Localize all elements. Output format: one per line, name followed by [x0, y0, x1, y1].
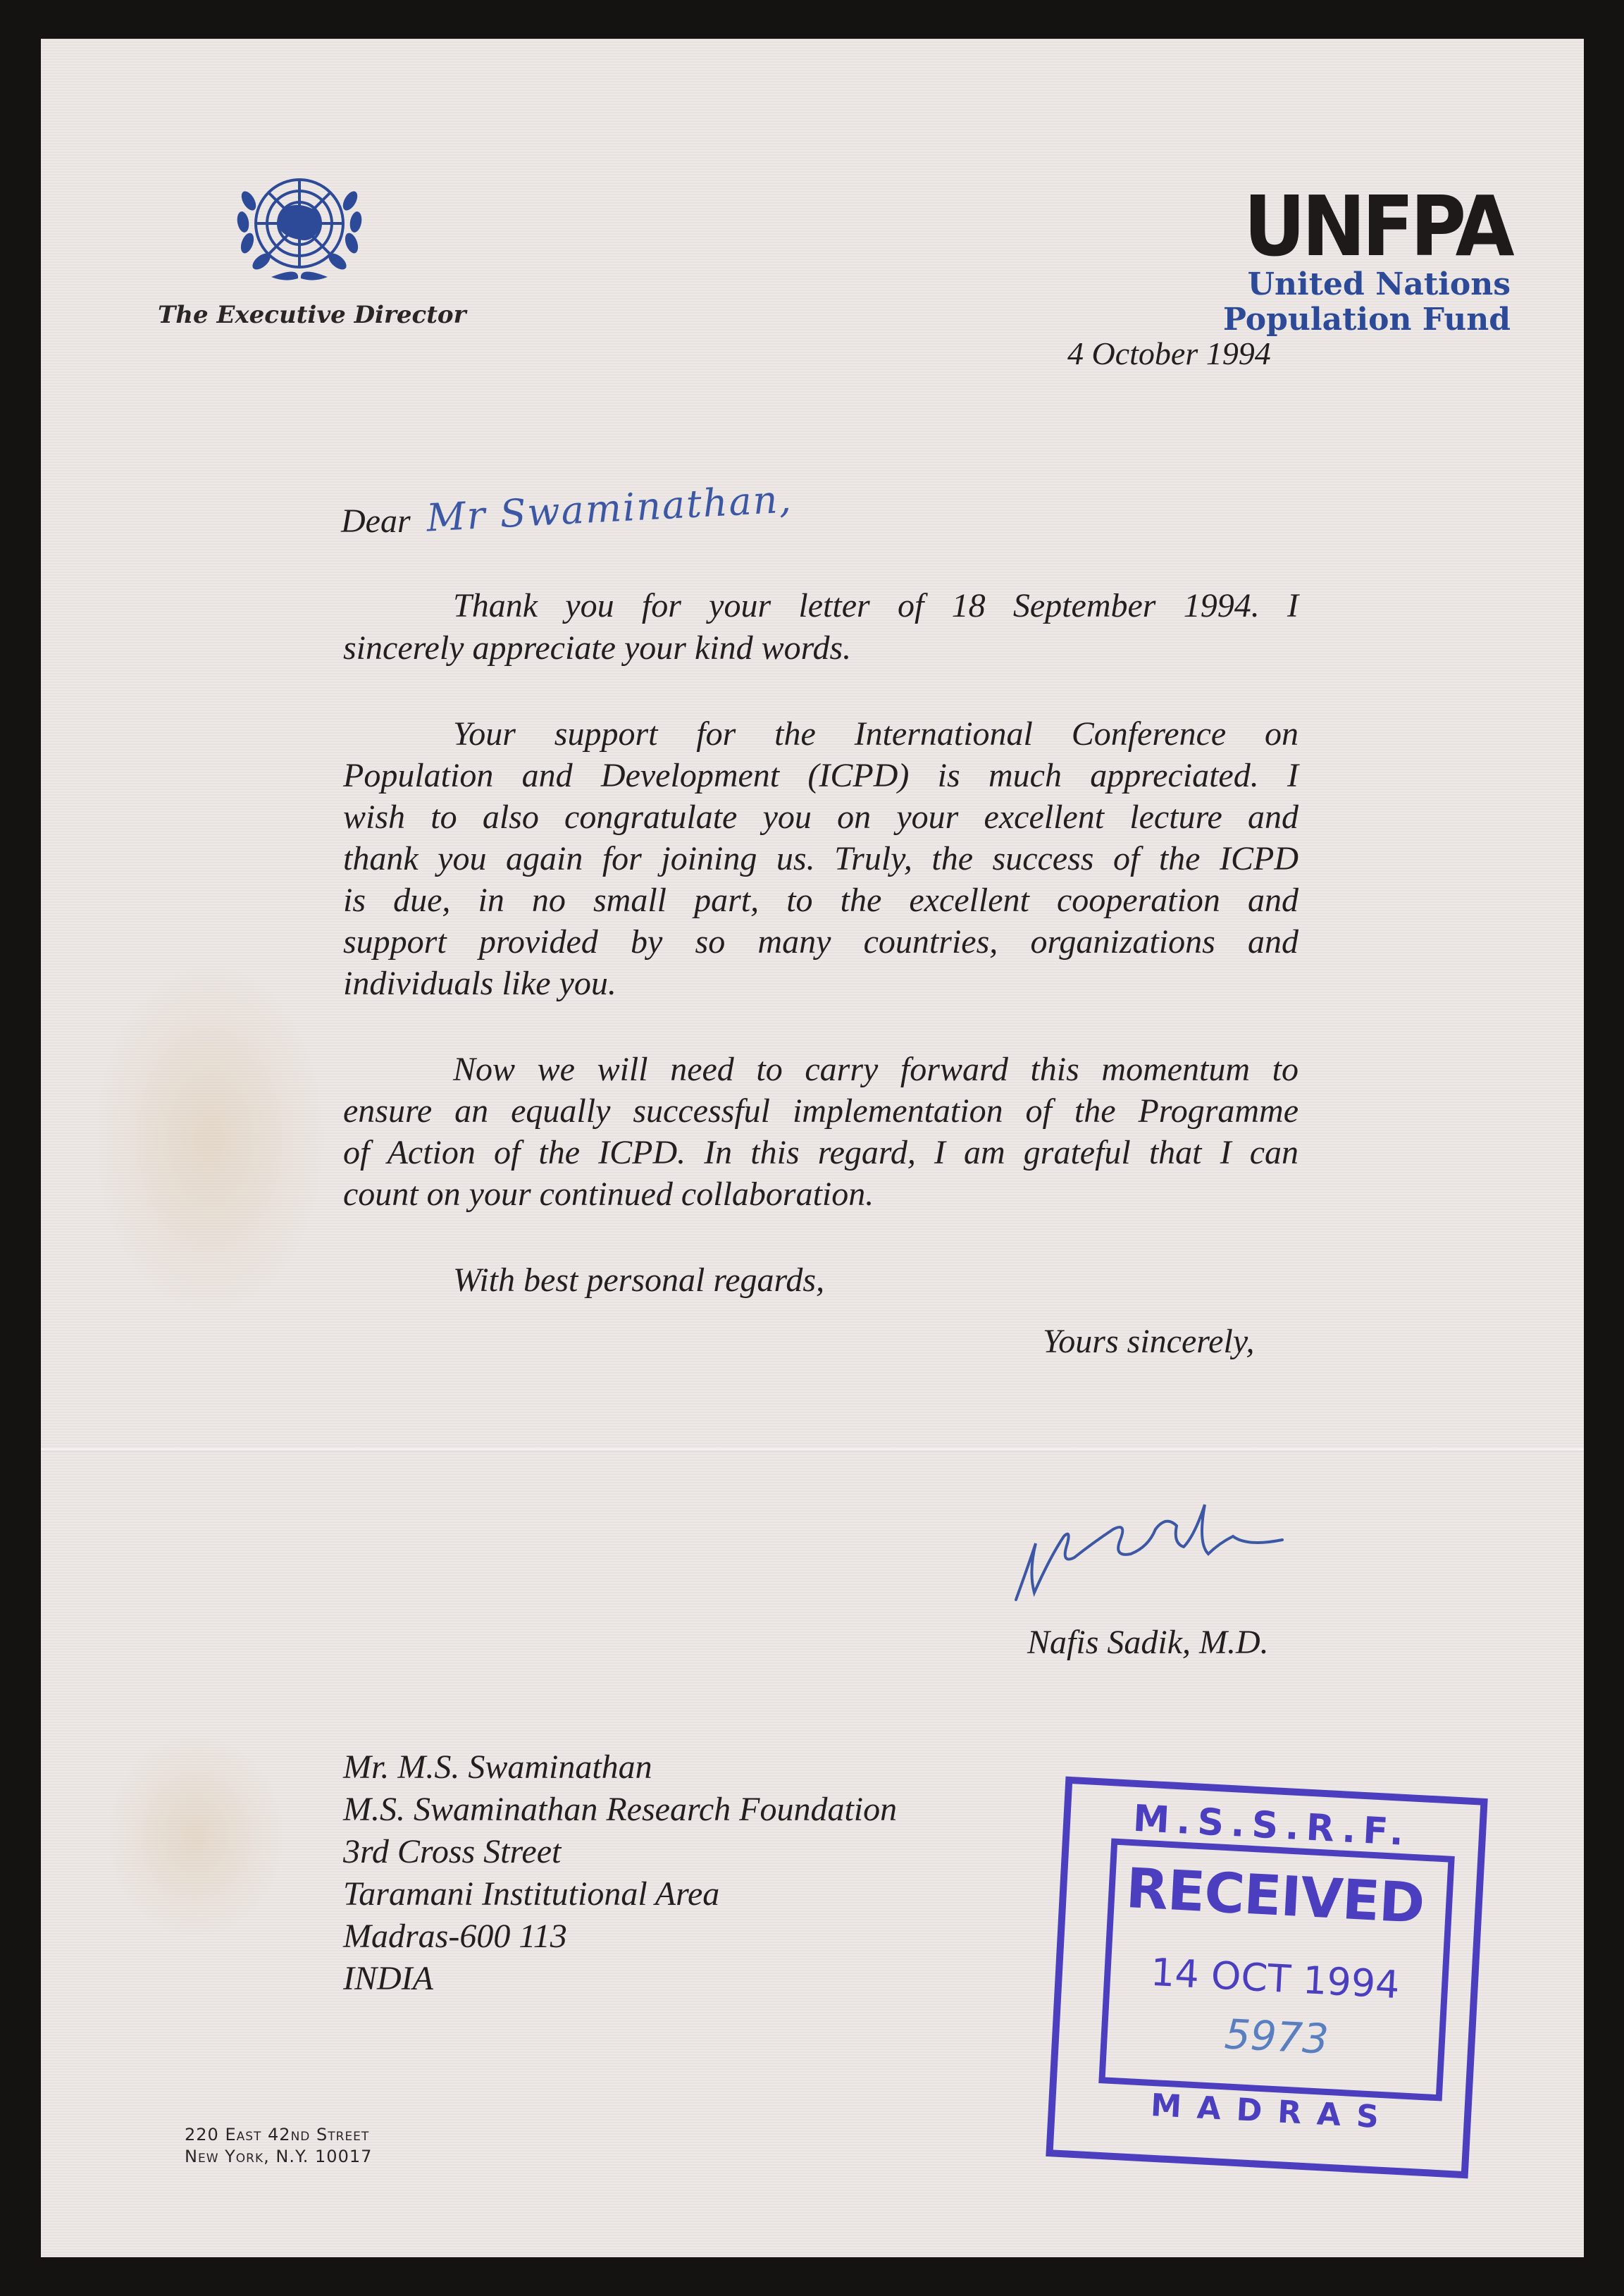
- org-name-line1: United Nations: [1247, 266, 1511, 302]
- recipient-line: Madras-600 113: [343, 1918, 567, 1955]
- paragraph3-line: count on your continued collaboration.: [343, 1175, 874, 1213]
- letterhead-address-line2: New York, N.Y. 10017: [185, 2147, 373, 2166]
- unfpa-logo: UNFPA: [1243, 178, 1511, 275]
- org-name-line2: Population Fund: [1222, 302, 1511, 338]
- letter-date: 4 October 1994: [1067, 335, 1271, 371]
- paper-stain: [104, 1730, 287, 1942]
- paragraph2-line: is due, in no small part, to the excellent cooperation and: [343, 882, 1298, 919]
- paragraph3-line: ensure an equally successful implementation of the Programme: [343, 1092, 1298, 1130]
- recipient-line: 3rd Cross Street: [343, 1833, 562, 1870]
- stamp-org: M.S.S.R.F.: [1132, 1797, 1412, 1855]
- handwritten-salutation-name: Mr Swaminathan,: [425, 476, 794, 541]
- paragraph2-line: wish to also congratulate you on your excellent lecture and: [343, 798, 1298, 836]
- recipient-line: INDIA: [343, 1960, 433, 1997]
- paper-fold-line: [41, 1448, 1584, 1450]
- paragraph2-line: Your support for the International Conference on: [453, 715, 1298, 753]
- paragraph2-line: Population and Development (ICPD) is much appreciated. I: [343, 757, 1298, 794]
- paragraph3-line: Now we will need to carry forward this momentum to: [453, 1051, 1298, 1088]
- letterhead-address-line1: 220 East 42nd Street: [185, 2125, 370, 2144]
- paragraph1-line: Thank you for your letter of 18 September 1994. I: [453, 587, 1298, 624]
- paragraph2-line: individuals like you.: [343, 965, 616, 1002]
- received-stamp: [1027, 1773, 1492, 2168]
- stamp-status: RECEIVED: [1124, 1856, 1426, 1937]
- paper-stain: [90, 955, 330, 1321]
- paragraph2-line: support provided by so many countries, organizations and: [343, 923, 1298, 961]
- closing-regards: With best personal regards,: [453, 1261, 825, 1299]
- stamp-number: 5973: [1223, 2010, 1330, 2063]
- signatory-name: Nafis Sadik, M.D.: [1027, 1624, 1269, 1661]
- un-emblem-icon: [229, 173, 370, 285]
- stamp-city: MADRAS: [1149, 2087, 1396, 2137]
- paragraph3-line: of Action of the ICPD. In this regard, I am grateful that I can: [343, 1134, 1298, 1171]
- recipient-line: Taramani Institutional Area: [343, 1875, 720, 1913]
- office-title: The Executive Director: [158, 301, 466, 329]
- paragraph2-line: thank you again for joining us. Truly, the success of the ICPD: [343, 840, 1298, 877]
- signature: [1008, 1487, 1289, 1607]
- paragraph1-line: sincerely appreciate your kind words.: [343, 629, 852, 667]
- stamp-date: 14 OCT 1994: [1149, 1949, 1401, 2008]
- salutation: Dear: [341, 502, 411, 540]
- closing: Yours sincerely,: [1043, 1323, 1255, 1360]
- recipient-line: Mr. M.S. Swaminathan: [343, 1748, 652, 1786]
- recipient-line: M.S. Swaminathan Research Foundation: [343, 1791, 898, 1828]
